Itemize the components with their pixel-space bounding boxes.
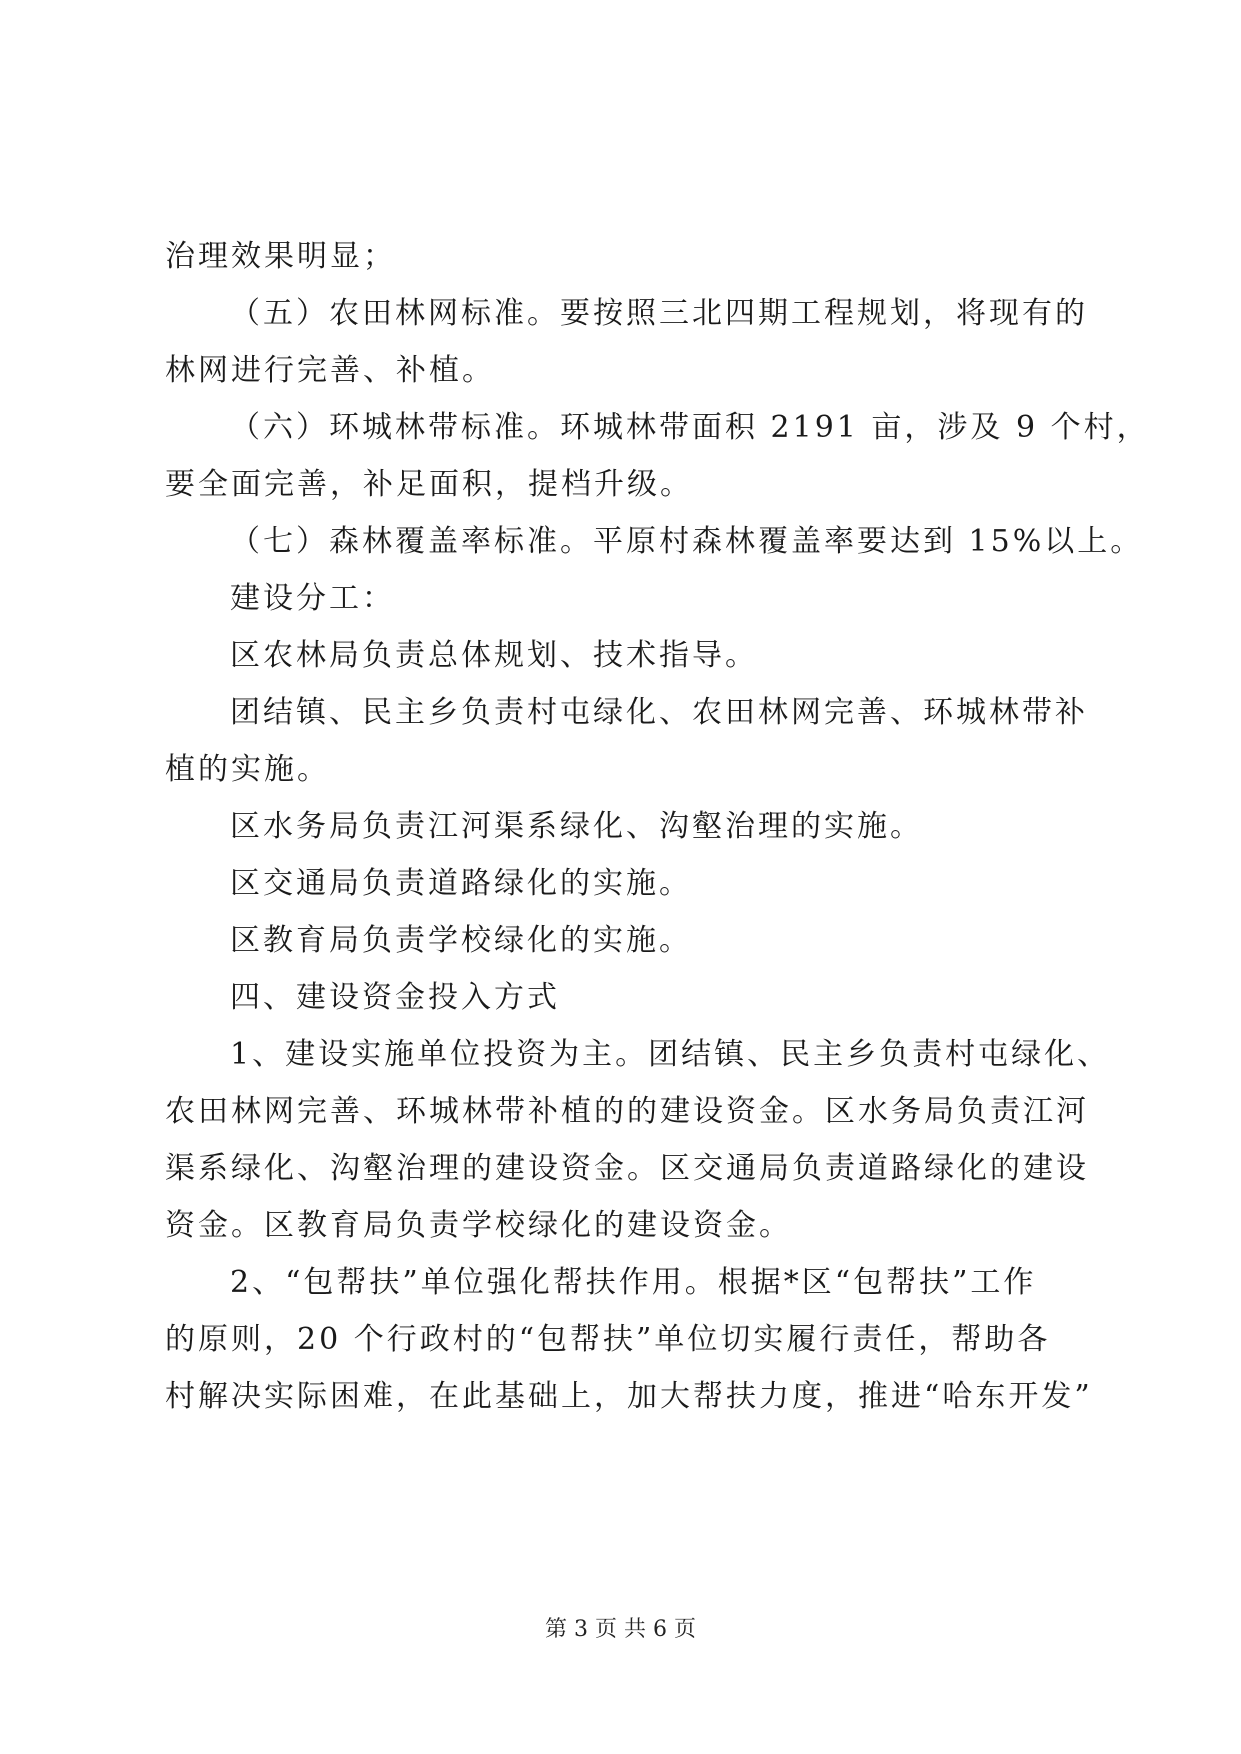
document-body — [165, 228, 1150, 1425]
page-number-footer: 第 3 页 共 6 页 — [545, 1617, 696, 1642]
text-line: 农田林网完善、环城林带补植的的建设资金。区水务局负责江河 — [165, 1094, 1089, 1129]
text-line: 资金。区教育局负责学校绿化的建设资金。 — [165, 1208, 792, 1243]
text-line: 区农林局负责总体规划、技术指导。 — [230, 638, 758, 673]
section-heading: 四、建设资金投入方式 — [230, 980, 560, 1015]
text-line: 区水务局负责江河渠系绿化、沟壑治理的实施。 — [230, 809, 923, 844]
text-line: （六）环城林带标准。环城林带面积 2191 亩，涉及 9 个村， — [230, 410, 1150, 445]
text-line: 建设分工： — [230, 581, 395, 616]
text-line: 渠系绿化、沟壑治理的建设资金。区交通局负责道路绿化的建设 — [165, 1151, 1089, 1186]
text-line: 村解决实际困难，在此基础上，加大帮扶力度，推进“哈东开发” — [165, 1379, 1093, 1414]
text-line: 区交通局负责道路绿化的实施。 — [230, 866, 692, 901]
text-line: （五）农田林网标准。要按照三北四期工程规划，将现有的 — [230, 296, 1088, 331]
text-line: 1、建设实施单位投资为主。团结镇、民主乡负责村屯绿化、 — [230, 1037, 1111, 1072]
text-line: 2、“包帮扶”单位强化帮扶作用。根据*区“包帮扶”工作 — [230, 1265, 1037, 1300]
text-line: 区教育局负责学校绿化的实施。 — [230, 923, 692, 958]
text-line: 植的实施。 — [165, 752, 330, 787]
text-line: 治理效果明显； — [165, 239, 396, 274]
text-line: （七）森林覆盖率标准。平原村森林覆盖率要达到 15%以上。 — [230, 524, 1144, 559]
text-line: 要全面完善，补足面积，提档升级。 — [165, 467, 693, 502]
text-line: 林网进行完善、补植。 — [165, 353, 495, 388]
text-line: 团结镇、民主乡负责村屯绿化、农田林网完善、环城林带补 — [230, 695, 1088, 730]
text-line: 的原则，20 个行政村的“包帮扶”单位切实履行责任，帮助各 — [165, 1322, 1051, 1357]
